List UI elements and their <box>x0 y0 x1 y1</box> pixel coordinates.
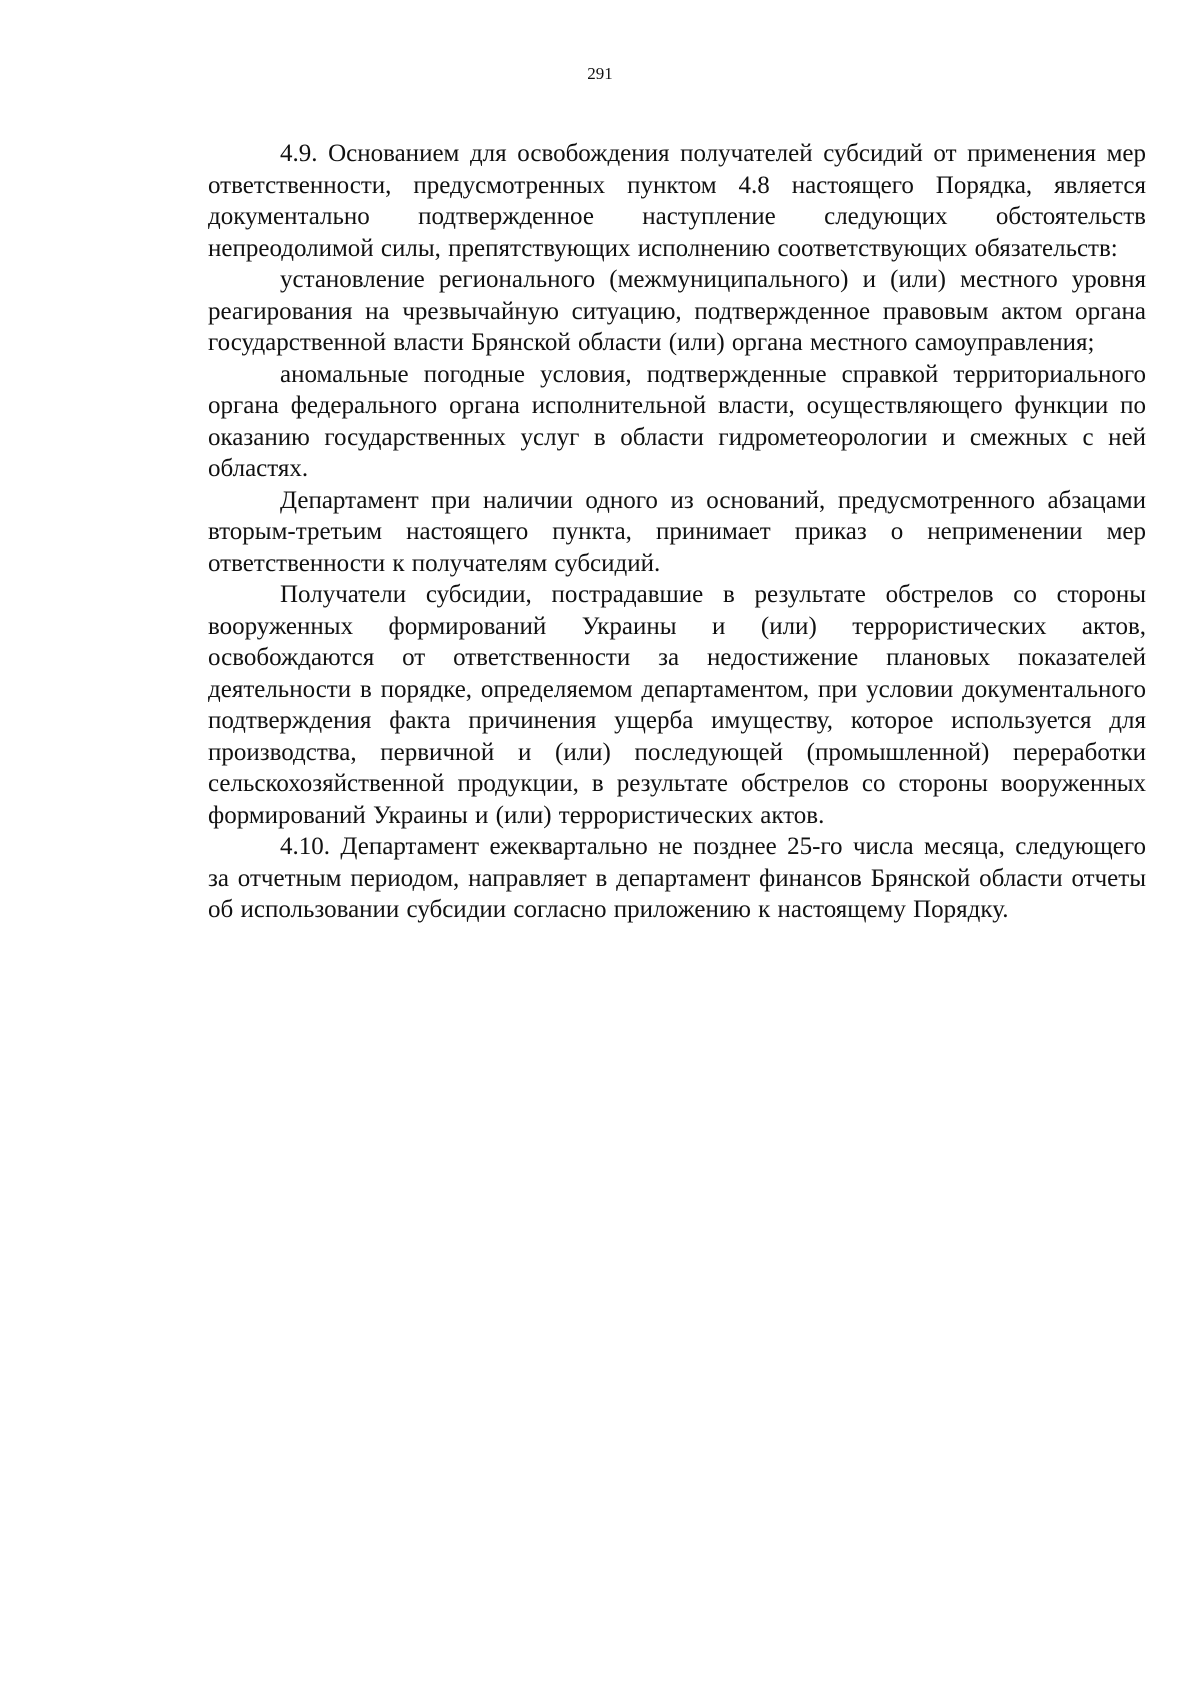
page-number: 291 <box>587 64 613 83</box>
document-body <box>208 138 1146 926</box>
paragraph-weather-conditions: аномальные погодные условия, подтвержденные справкой территориального органа федерального органа исполнительной власти, осуществляющего функции по оказанию государственных услуг в области гидрометеорологии и смежных с ней областях. <box>208 360 1146 482</box>
paragraph-emergency-regime: установление регионального (межмуниципального) и (или) местного уровня реагирования на чрезвычайную ситуацию, подтвержденное правовым актом органа государственной власти Брянской области (или) органа местного самоуправления; <box>208 266 1146 356</box>
paragraph-shelling-victims: Получатели субсидии, пострадавшие в результате обстрелов со стороны вооруженных формирований Украины и (или) террористических актов, освобождаются от ответственности за недостижение плановых показателей деятельности в порядке, определяемом департаментом, при условии документального подтверждения факта причинения ущерба имуществу, которое используется для производства, первичной и (или) последующей (промышленной) переработки сельскохозяйственной продукции, в результате обстрелов со стороны вооруженных формирований Украины и (или) террористических актов. <box>208 581 1146 829</box>
paragraph-department-order: Департамент при наличии одного из оснований, предусмотренного абзацами вторым-третьим настоящего пункта, принимает приказ о неприменении мер ответственности к получателям субсидий. <box>208 486 1146 577</box>
paragraph-4-9: 4.9. Основанием для освобождения получателей субсидий от применения мер ответственности, предусмотренных пунктом 4.8 настоящего Порядка, является документально подтвержденное наступление следующих обстоятельств непреодолимой силы, препятствующих исполнению соответствующих обязательств: <box>208 140 1146 262</box>
paragraph-4-10: 4.10. Департамент ежеквартально не позднее 25-го числа месяца, следующего за отчетным периодом, направляет в департамент финансов Брянской области отчеты об использовании субсидии согласно приложению к настоящему Порядку. <box>208 833 1146 923</box>
